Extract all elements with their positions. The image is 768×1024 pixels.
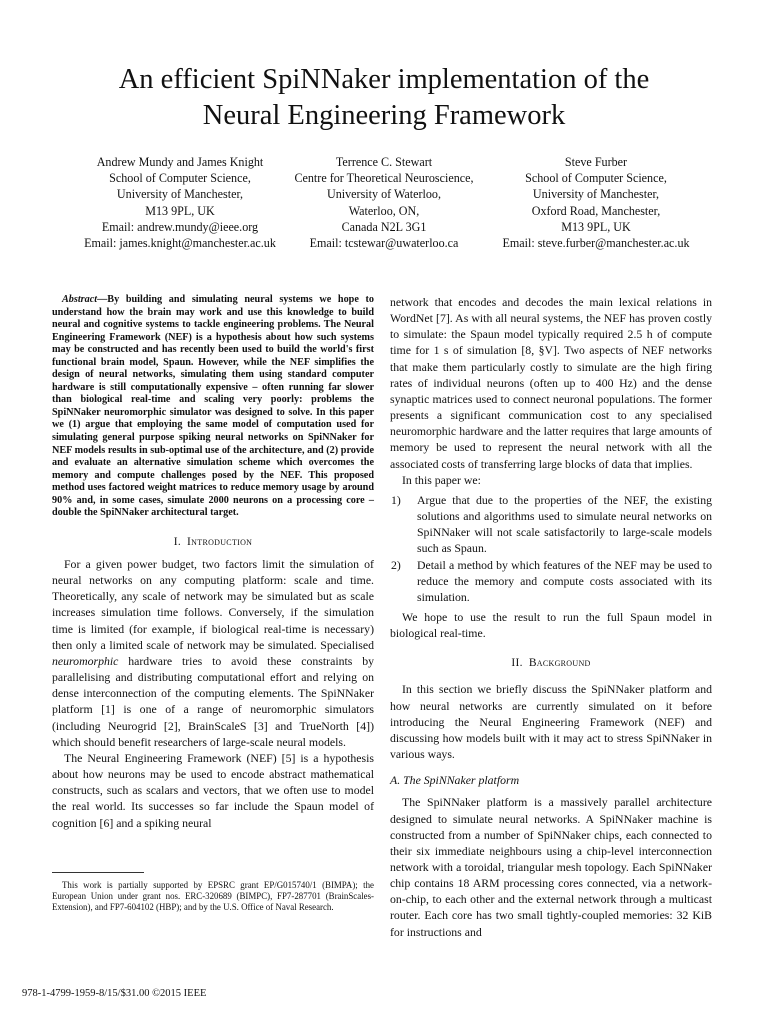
author-email: Email: james.knight@manchester.ac.uk — [84, 236, 276, 251]
subsection-heading: A. The SpiNNaker platform — [390, 773, 520, 788]
left-column — [52, 294, 374, 831]
spinnaker-paragraph: The SpiNNaker platform is a massively parallel architecture designed to simulate neural networks. A SpiNNaker machine is constructed from a number of SpiNNaker chips, each connected to their six immediate neighbours using a chip-level interconnection network with a toroidal, triangular mesh topology. Each SpiNNaker chip contains 18 ARM processing cores connected, via a network-on-chip, to each other and the external network through a multicast router. Each core has two small tightly-coupled memories: 32 KiB for instructions and — [390, 795, 712, 939]
author-affiliation: University of Waterloo, — [326, 187, 441, 202]
footnote-rule — [52, 872, 144, 873]
section-title: Introduction — [187, 535, 253, 548]
author-name: Steve Furber — [564, 155, 628, 169]
author-affiliation: M13 9PL, UK — [561, 219, 631, 234]
list-item — [390, 492, 712, 557]
intro-paragraph-2: The Neural Engineering Framework (NEF) [5] is a hypothesis about how neurons may be used to encode abstract mathematical constructs, such as scalars and vectors, that we often use to model the real world. Its successes so far include the Spaun model of cognition [6] and a spiking neural — [52, 750, 374, 830]
list-item — [390, 557, 712, 605]
author-affiliation: School of Computer Science, — [525, 171, 667, 186]
list-text: Argue that due to the properties of the NEF, the existing solutions and algorithms used to simulate neural networks on SpiNNaker will not scale satisfactorily to large-scale models such as Spaun. — [417, 492, 712, 556]
section-number: II. — [511, 657, 523, 670]
abstract-lead: Abstract — [62, 294, 98, 305]
section-title: Background — [528, 657, 591, 670]
section-heading-background — [390, 655, 712, 671]
intro-emphasis: neuromorphic — [52, 653, 119, 668]
list-text: Detail a method by which features of the NEF may be used to reduce the memory and compute costs associated with its simulation. — [417, 557, 712, 604]
author-block-3 — [496, 154, 696, 251]
intro-text: For a given power budget, two factors limit the simulation of neural networks on any computing platform: scale and time. Theoretically, any scale of network may be simulated but as scale increases simulation time follows. Conversely, if the simulation time is limited (for example, if biological real-time is necessary) then only a limited scale of network may be simulated. Specialised — [52, 557, 374, 652]
author-name: Andrew Mundy and James Knight — [96, 155, 264, 169]
abstract-text: —By building and simulating neural systems we hope to understand how the brain may work and use this knowledge to build neural and cognitive systems to tackle engineering problems. The Neural Engineering Framework (NEF) is a hypothesis about how such systems may be constructed and has recently been used to build the world's first functional brain model, Spaun. However, while the NEF simplifies the design of neural networks, simulating them using standard computer hardware is still computationally expensive – often running far slower than biological real-time and scaling very poorly: problems the SpiNNaker neuromorphic simulator was designed to solve. In this paper we (1) argue that employing the same model of computation used for simulating general purpose spiking neural networks on SpiNNaker for NEF models results in sub-optimal use of the architecture, and (2) provide and evaluate an alternative simulation scheme which overcomes the memory and compute challenges posed by the NEF. This proposed method uses factored weight matrices to reduce memory usage by around 90% and, in some cases, simulate 2000 neurons on a processing core – double the SpiNNaker architectural target. — [52, 294, 374, 519]
intro-text: hardware tries to avoid these constraints by parallelising and distributing computational effort and relying on dense interconnection of the computing elements. The SpiNNaker platform [1] is one of a range of neuromorphic simulators (including Neurogrid [2], BrainScaleS [3] and TrueNorth [4]) which should benefit researchers of large-scale neural models. — [52, 653, 374, 749]
author-block-1 — [80, 154, 280, 251]
author-affiliation: University of Manchester, — [116, 187, 244, 202]
list-number: 1) — [391, 492, 401, 507]
paper-title — [0, 62, 768, 134]
author-name: Terrence C. Stewart — [335, 155, 433, 169]
author-email: Email: tcstewar@uwaterloo.ca — [309, 236, 459, 251]
section-heading-introduction — [52, 534, 374, 550]
hope-paragraph: We hope to use the result to run the full Spaun model in biological real-time. — [390, 609, 712, 641]
author-affiliation: Canada N2L 3G1 — [341, 219, 427, 234]
right-column — [390, 294, 712, 940]
author-email: Email: andrew.mundy@ieee.org — [101, 219, 259, 234]
section-number: I. — [173, 535, 182, 548]
background-paragraph: In this section we briefly discuss the SpiNNaker platform and how neural networks are currently simulated on it before introducing the Neural Engineering Framework (NEF) and discussing how models built with it may act to stress SpiNNaker in various ways. — [390, 682, 712, 762]
author-email: Email: steve.furber@manchester.ac.uk — [502, 236, 690, 251]
author-affiliation: Oxford Road, Manchester, — [531, 203, 661, 218]
title-line-1: An efficient SpiNNaker implementation of the — [118, 64, 650, 95]
footnote: This work is partially supported by EPSRC grant EP/G015740/1 (BIMPA); the European Union under grant nos. ERC-320689 (BIMPC), FP7-287701 (BrainScales-Extension), and FP7-604102 (HBP); and by the U.S. Office of Naval Research. — [52, 880, 374, 912]
contribution-list — [390, 492, 712, 605]
continued-paragraph: network that encodes and decodes the main lexical relations in WordNet [7]. As with all neural systems, the NEF has proven costly to simulate: the Spaun model typically required 2.5 h of compute time for 1 s of simulation [8, §V]. Two aspects of NEF networks that make them particularly costly to simulate are the high firing rates of individual neurons (often up to 400 Hz) and the dense synaptic matrices used to connect neuronal populations. The former presents a significant communication cost to any specialised neuromorphic hardware and the latter requires that large amounts of memory be used to represent the neural network with all the associated costs of transferring large blocks of data that implies. — [390, 295, 712, 471]
abstract — [52, 294, 374, 520]
author-block-2 — [288, 154, 480, 251]
intro-paragraph-1 — [52, 556, 374, 750]
copyright-line: 978-1-4799-1959-8/15/$31.00 ©2015 IEEE — [22, 988, 207, 999]
author-affiliation: University of Manchester, — [532, 187, 660, 202]
author-affiliation: School of Computer Science, — [109, 171, 251, 186]
author-affiliation: Waterloo, ON, — [348, 203, 420, 218]
contribution-intro: In this paper we: — [402, 472, 481, 487]
author-affiliation: Centre for Theoretical Neuroscience, — [294, 171, 474, 186]
list-number: 2) — [391, 557, 401, 572]
author-affiliation: M13 9PL, UK — [145, 203, 215, 218]
title-line-2: Neural Engineering Framework — [202, 100, 566, 131]
